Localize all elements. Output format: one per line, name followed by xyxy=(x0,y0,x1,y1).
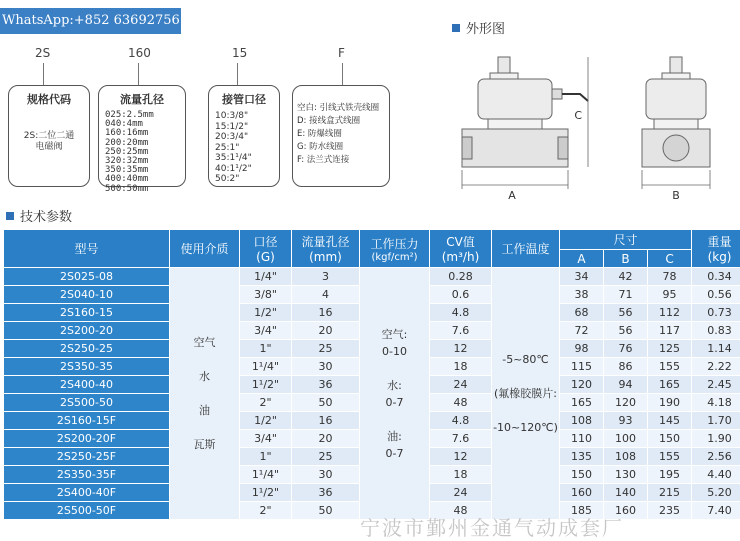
cell-size-a: 115 xyxy=(560,358,604,376)
th-pressure-label: 工作压力 xyxy=(360,235,429,252)
cell-size-a: 120 xyxy=(560,376,604,394)
cell-size-b: 71 xyxy=(604,286,648,304)
cell-weight: 4.18 xyxy=(692,394,740,412)
orifice-title: 流量孔径 xyxy=(99,91,185,107)
cell-orifice: 20 xyxy=(292,322,360,340)
cell-size-c: 112 xyxy=(648,304,692,322)
option-box xyxy=(292,85,390,187)
cell-orifice: 50 xyxy=(292,394,360,412)
spec-code-line: 2S:二位二通 xyxy=(9,131,89,142)
front-port-circle xyxy=(663,135,689,161)
cell-size-b: 108 xyxy=(604,448,648,466)
cell-cv: 24 xyxy=(430,376,492,394)
connector-line xyxy=(342,63,343,85)
option-line: G: 防水线圈 xyxy=(297,141,389,154)
front-coil xyxy=(646,79,706,119)
th-pressure-unit: (kgf/cm²) xyxy=(360,252,429,263)
whatsapp-watermark: WhatsApp:+852 63692756 xyxy=(0,8,181,34)
cell-orifice: 25 xyxy=(292,448,360,466)
cell-cv: 48 xyxy=(430,502,492,520)
cell-size-c: 125 xyxy=(648,340,692,358)
cell-size-b: 56 xyxy=(604,322,648,340)
th-weight-label: 重量 xyxy=(692,233,740,250)
cell-port: 2" xyxy=(240,502,292,520)
spec-table xyxy=(3,229,740,520)
th-port-unit: (G) xyxy=(240,250,291,264)
orifice-option: 160:16mm xyxy=(105,129,185,138)
spec-code-title: 规格代码 xyxy=(9,91,89,107)
cell-size-a: 34 xyxy=(560,268,604,286)
cell-model: 2S250-25F xyxy=(4,448,170,466)
th-size-a: A xyxy=(560,250,604,268)
cell-port: 1¹/2" xyxy=(240,484,292,502)
cell-size-b: 56 xyxy=(604,304,648,322)
cell-orifice: 30 xyxy=(292,358,360,376)
cell-size-c: 117 xyxy=(648,322,692,340)
cell-cv: 12 xyxy=(430,448,492,466)
cell-weight: 7.40 xyxy=(692,502,740,520)
cell-cv: 24 xyxy=(430,484,492,502)
cell-orifice: 4 xyxy=(292,286,360,304)
bonnet xyxy=(488,119,542,129)
company-watermark: 宁波市鄞州金通气动成套厂 xyxy=(360,512,624,541)
code-orifice: 160 xyxy=(128,46,151,60)
cell-size-a: 165 xyxy=(560,394,604,412)
valve-knob xyxy=(498,57,510,75)
cell-weight: 4.40 xyxy=(692,466,740,484)
port-option: 10:3/8" xyxy=(215,111,279,122)
table-row xyxy=(4,268,740,286)
cell-orifice: 30 xyxy=(292,466,360,484)
th-cv-unit: (m³/h) xyxy=(430,250,491,264)
cell-weight: 1.90 xyxy=(692,430,740,448)
th-orifice xyxy=(292,230,360,268)
th-size-c: C xyxy=(648,250,692,268)
spec-table-body xyxy=(4,268,740,520)
cell-port: 1/2" xyxy=(240,412,292,430)
cell-temperature: -5~80℃ (氟橡胶膜片: -10~120℃) xyxy=(492,268,560,520)
orifice-option: 350:35mm xyxy=(105,166,185,175)
cell-orifice: 36 xyxy=(292,484,360,502)
cell-size-c: 78 xyxy=(648,268,692,286)
spec-code-box xyxy=(8,85,90,187)
cell-size-a: 72 xyxy=(560,322,604,340)
th-pressure xyxy=(360,230,430,268)
cell-cv: 4.8 xyxy=(430,412,492,430)
port-title: 接管口径 xyxy=(209,91,279,107)
cell-model: 2S025-08 xyxy=(4,268,170,286)
th-model: 型号 xyxy=(4,230,170,268)
orifice-option: 040:4mm xyxy=(105,120,185,129)
port-option: 15:1/2" xyxy=(215,122,279,133)
lead-wire xyxy=(562,94,588,101)
cell-weight: 0.56 xyxy=(692,286,740,304)
cell-size-a: 185 xyxy=(560,502,604,520)
port-option: 40:1¹/2" xyxy=(215,164,279,175)
cell-cv: 12 xyxy=(430,340,492,358)
th-cv-label: CV值 xyxy=(430,233,491,250)
cell-cv: 48 xyxy=(430,394,492,412)
cell-model: 2S250-25 xyxy=(4,340,170,358)
cell-cv: 0.28 xyxy=(430,268,492,286)
cell-orifice: 20 xyxy=(292,430,360,448)
cell-cv: 18 xyxy=(430,466,492,484)
cell-size-b: 76 xyxy=(604,340,648,358)
params-heading xyxy=(6,206,72,225)
cell-port: 3/4" xyxy=(240,322,292,340)
code-port: 15 xyxy=(232,46,247,60)
option-line: E: 防爆线圈 xyxy=(297,128,389,141)
inlet-port xyxy=(462,137,472,159)
th-weight-unit: (kg) xyxy=(692,250,740,264)
orifice-option: 200:20mm xyxy=(105,139,185,148)
cell-size-a: 38 xyxy=(560,286,604,304)
cell-size-b: 140 xyxy=(604,484,648,502)
cell-weight: 0.83 xyxy=(692,322,740,340)
cell-size-b: 100 xyxy=(604,430,648,448)
port-option: 20:3/4" xyxy=(215,132,279,143)
valve-outline-drawing xyxy=(440,45,740,205)
orifice-option: 500:50mm xyxy=(105,185,185,194)
cell-medium: 空气 水 油 瓦斯 xyxy=(170,268,240,520)
cell-size-c: 190 xyxy=(648,394,692,412)
cell-cv: 0.6 xyxy=(430,286,492,304)
params-title: 技术参数 xyxy=(20,210,72,225)
valve-body-side xyxy=(462,129,568,167)
cell-port: 1/2" xyxy=(240,304,292,322)
cell-size-c: 235 xyxy=(648,502,692,520)
cell-weight: 1.70 xyxy=(692,412,740,430)
orifice-option: 400:40mm xyxy=(105,175,185,184)
cell-size-a: 108 xyxy=(560,412,604,430)
cell-model: 2S200-20 xyxy=(4,322,170,340)
dim-c-label: C xyxy=(574,109,582,122)
cell-size-a: 150 xyxy=(560,466,604,484)
cell-size-b: 86 xyxy=(604,358,648,376)
connector-line xyxy=(43,63,44,85)
cell-orifice: 3 xyxy=(292,268,360,286)
orifice-option: 025:2.5mm xyxy=(105,111,185,120)
heading-square-icon xyxy=(6,212,14,220)
code-type: 2S xyxy=(35,46,50,60)
option-line: 空白: 引线式铁壳线圈 xyxy=(297,102,389,115)
cell-orifice: 50 xyxy=(292,502,360,520)
cell-port: 1" xyxy=(240,340,292,358)
spec-code-line: 电磁阀 xyxy=(9,142,89,153)
th-medium: 使用介质 xyxy=(170,230,240,268)
cell-model: 2S160-15F xyxy=(4,412,170,430)
cell-size-c: 195 xyxy=(648,466,692,484)
th-size: 尺寸 xyxy=(560,230,692,250)
connector-line xyxy=(237,63,238,85)
cell-port: 3/4" xyxy=(240,430,292,448)
connector-line xyxy=(138,63,139,85)
dim-b-label: B xyxy=(672,189,680,202)
cell-size-b: 120 xyxy=(604,394,648,412)
th-size-b: B xyxy=(604,250,648,268)
cell-port: 1¹/4" xyxy=(240,358,292,376)
cell-port: 1¹/2" xyxy=(240,376,292,394)
cell-size-c: 145 xyxy=(648,412,692,430)
port-option: 25:1" xyxy=(215,143,279,154)
cell-model: 2S500-50 xyxy=(4,394,170,412)
th-port xyxy=(240,230,292,268)
th-temp: 工作温度 xyxy=(492,230,560,268)
cell-size-b: 130 xyxy=(604,466,648,484)
heading-square-icon xyxy=(452,24,460,32)
cell-size-a: 98 xyxy=(560,340,604,358)
cell-weight: 5.20 xyxy=(692,484,740,502)
cell-size-b: 42 xyxy=(604,268,648,286)
cell-model: 2S500-50F xyxy=(4,502,170,520)
front-bonnet xyxy=(654,119,698,129)
code-option: F xyxy=(338,46,345,60)
outline-heading xyxy=(452,18,505,37)
cell-model: 2S400-40F xyxy=(4,484,170,502)
cell-port: 1¹/4" xyxy=(240,466,292,484)
cell-weight: 2.22 xyxy=(692,358,740,376)
cell-cv: 7.6 xyxy=(430,430,492,448)
th-orifice-label: 流量孔径 xyxy=(292,233,359,250)
cell-weight: 2.45 xyxy=(692,376,740,394)
outline-title: 外形图 xyxy=(466,22,505,37)
th-port-label: 口径 xyxy=(240,233,291,250)
port-option: 35:1¹/4" xyxy=(215,153,279,164)
cell-cv: 7.6 xyxy=(430,322,492,340)
outlet-port xyxy=(558,137,568,159)
cell-model: 2S350-35 xyxy=(4,358,170,376)
th-cv xyxy=(430,230,492,268)
cell-size-b: 160 xyxy=(604,502,648,520)
cell-size-b: 93 xyxy=(604,412,648,430)
cell-orifice: 36 xyxy=(292,376,360,394)
cell-size-a: 160 xyxy=(560,484,604,502)
cell-port: 1" xyxy=(240,448,292,466)
option-line: F: 法兰式连接 xyxy=(297,154,389,167)
cell-cv: 4.8 xyxy=(430,304,492,322)
cell-orifice: 16 xyxy=(292,412,360,430)
port-box xyxy=(208,85,280,187)
cell-weight: 1.14 xyxy=(692,340,740,358)
cell-size-a: 135 xyxy=(560,448,604,466)
cell-size-b: 94 xyxy=(604,376,648,394)
coil-body xyxy=(478,79,552,119)
option-line: D: 接线盒式线圈 xyxy=(297,115,389,128)
cell-model: 2S160-15 xyxy=(4,304,170,322)
cable-gland xyxy=(552,89,562,99)
front-knob xyxy=(670,57,682,75)
cell-size-a: 110 xyxy=(560,430,604,448)
cell-model: 2S400-40 xyxy=(4,376,170,394)
cell-size-c: 155 xyxy=(648,448,692,466)
cell-orifice: 25 xyxy=(292,340,360,358)
cell-port: 2" xyxy=(240,394,292,412)
cell-model: 2S040-10 xyxy=(4,286,170,304)
orifice-box xyxy=(98,85,186,187)
cell-pressure: 空气: 0-10 水: 0-7 油: 0-7 xyxy=(360,268,430,520)
cell-size-c: 215 xyxy=(648,484,692,502)
cell-model: 2S350-35F xyxy=(4,466,170,484)
cell-port: 1/4" xyxy=(240,268,292,286)
cell-model: 2S200-20F xyxy=(4,430,170,448)
th-weight xyxy=(692,230,740,268)
cell-size-c: 150 xyxy=(648,430,692,448)
cell-size-a: 68 xyxy=(560,304,604,322)
orifice-option: 250:25mm xyxy=(105,148,185,157)
cell-weight: 0.73 xyxy=(692,304,740,322)
cell-port: 3/8" xyxy=(240,286,292,304)
cell-orifice: 16 xyxy=(292,304,360,322)
th-orifice-unit: (mm) xyxy=(292,250,359,264)
cell-size-c: 165 xyxy=(648,376,692,394)
orifice-option: 320:32mm xyxy=(105,157,185,166)
dim-a-label: A xyxy=(508,189,516,202)
cell-weight: 0.34 xyxy=(692,268,740,286)
cell-size-c: 155 xyxy=(648,358,692,376)
cell-cv: 18 xyxy=(430,358,492,376)
cell-weight: 2.56 xyxy=(692,448,740,466)
cell-size-c: 95 xyxy=(648,286,692,304)
port-option: 50:2" xyxy=(215,174,279,185)
